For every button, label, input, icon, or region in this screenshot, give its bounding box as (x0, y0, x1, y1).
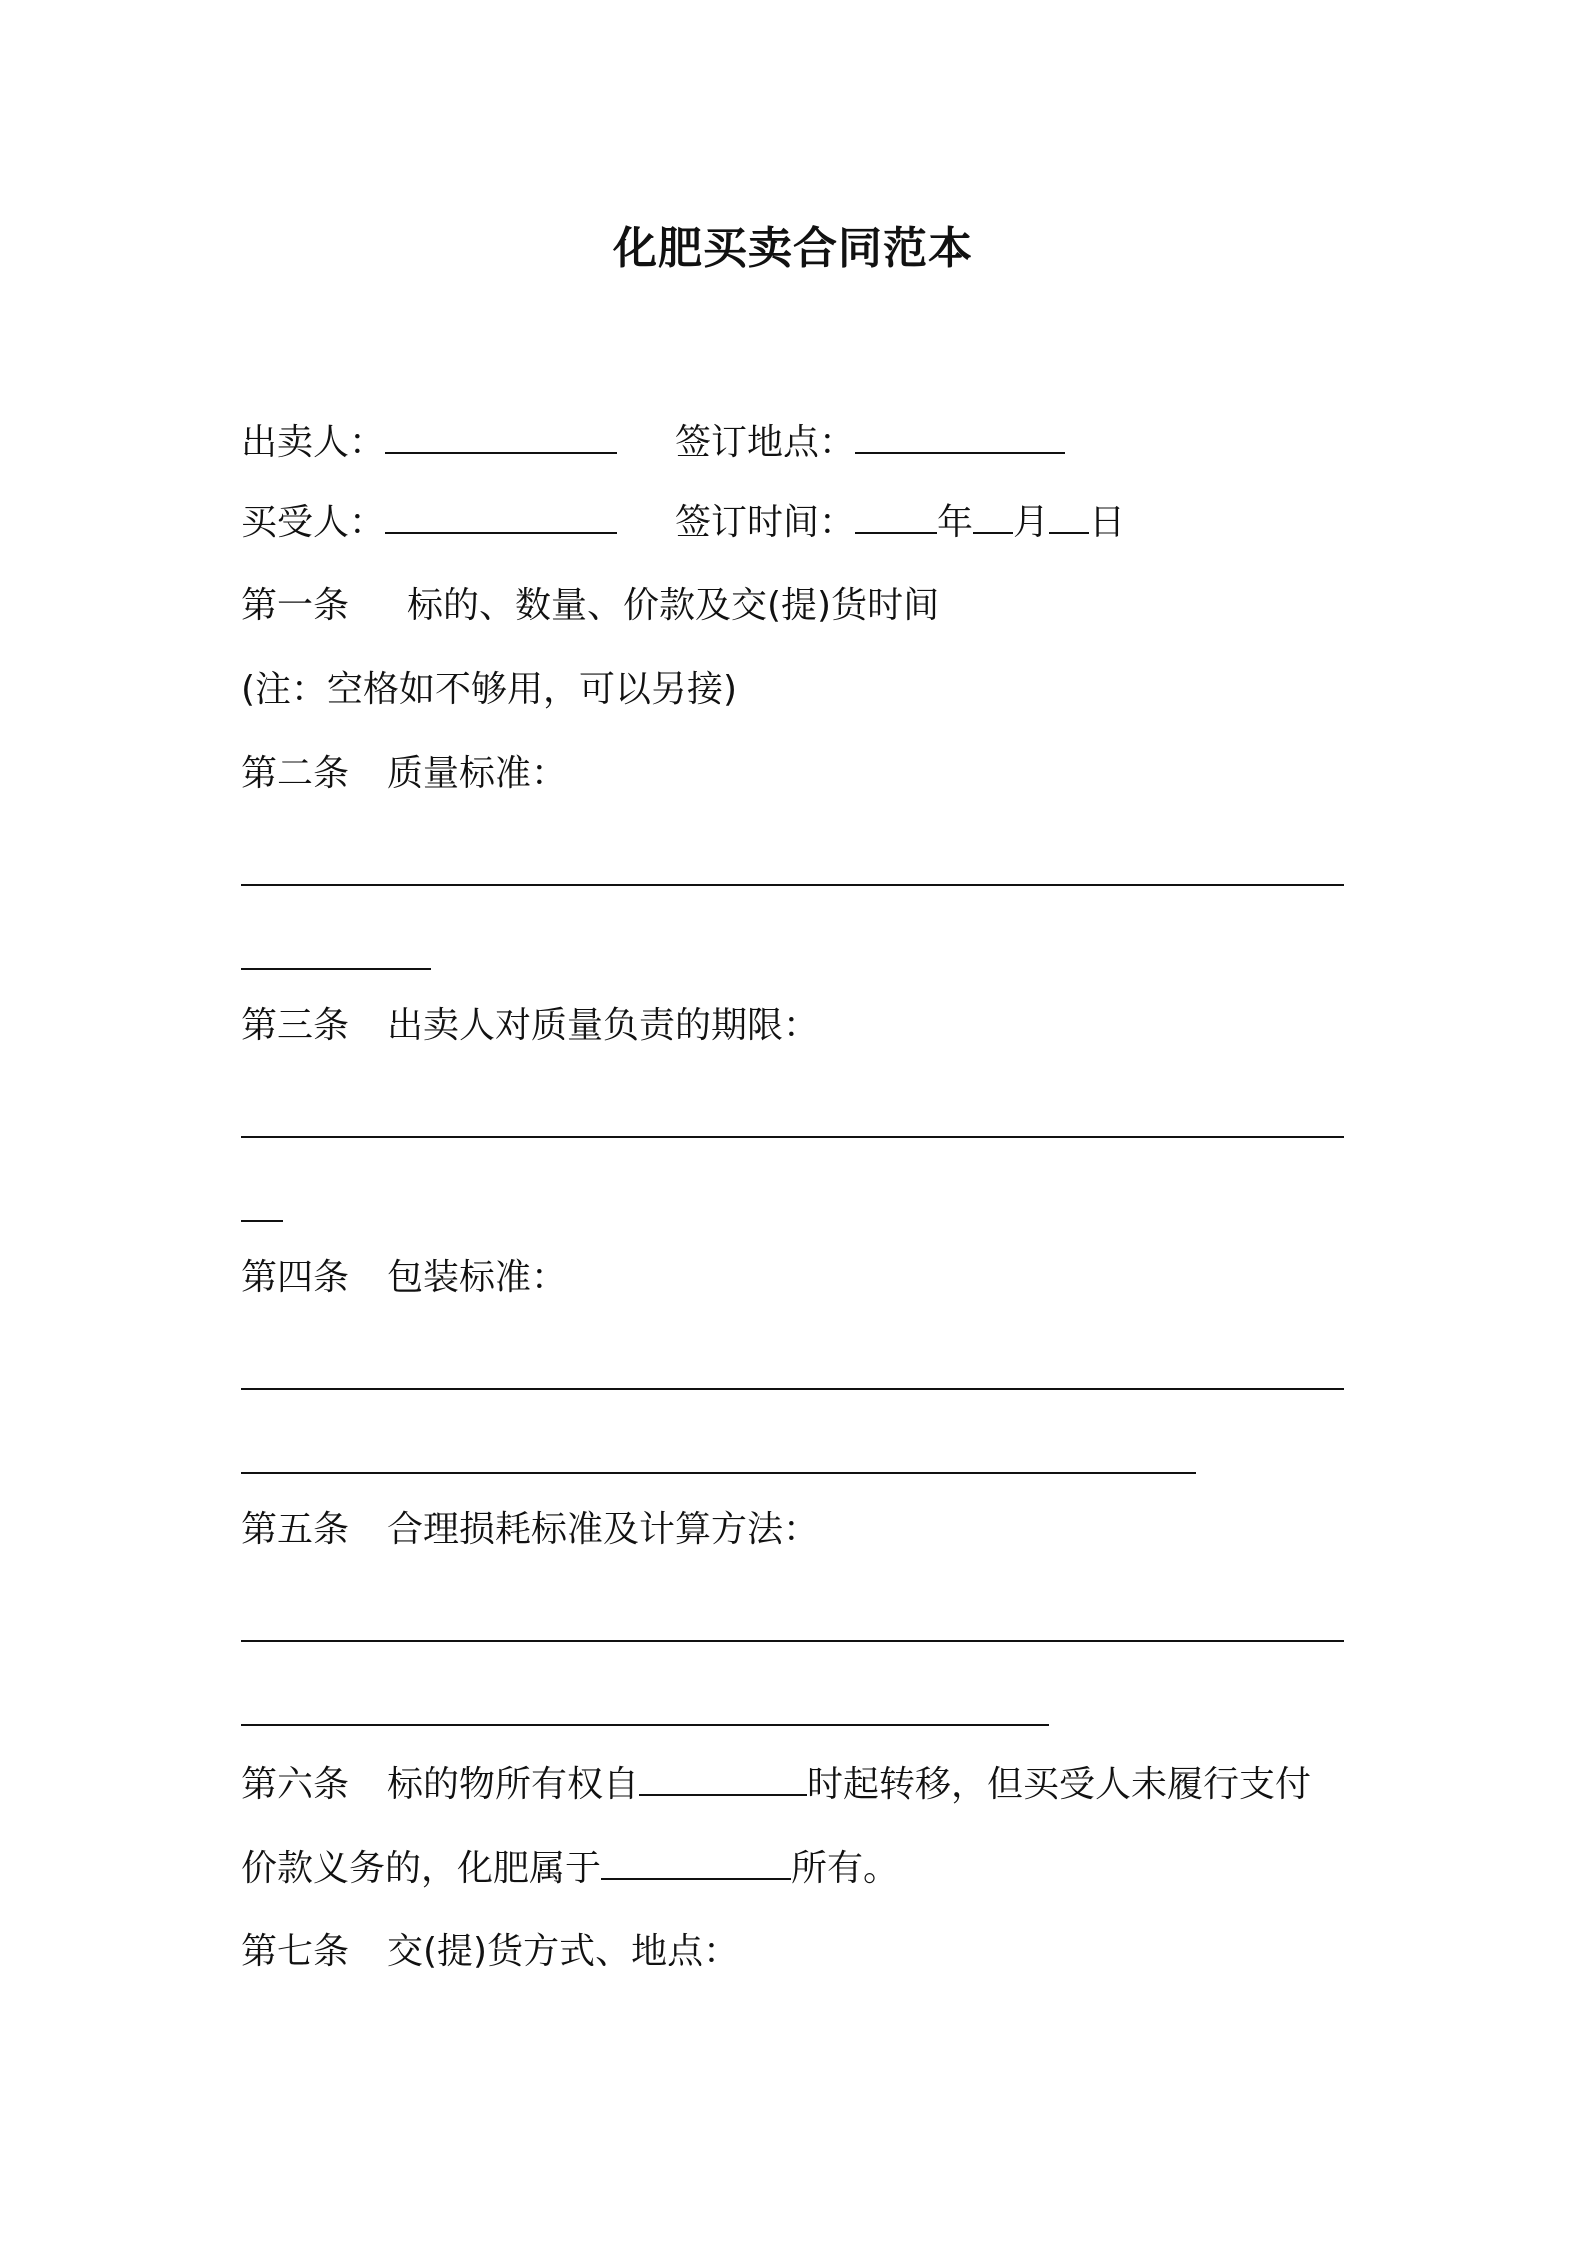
month-label: 月 (1013, 502, 1050, 543)
article-5 (241, 1506, 819, 1554)
article-3 (241, 1002, 819, 1050)
year-blank[interactable] (855, 498, 937, 534)
article-2-fill-line-2[interactable] (241, 968, 431, 970)
article-6-line-2 (241, 1844, 899, 1893)
article-5-fill-line-2[interactable] (241, 1724, 1049, 1726)
article-6-text-1: 标的物所有权自 (387, 1764, 640, 1805)
article-7-text: 交(提)货方式、地点： (387, 1931, 740, 1972)
article-2 (241, 750, 567, 798)
buyer-blank[interactable] (385, 498, 617, 534)
sign-place-label: 签订地点： (675, 422, 856, 463)
seller-label: 出卖人： (241, 422, 386, 463)
article-6-number: 第六条 (241, 1764, 350, 1805)
article-2-number: 第二条 (241, 753, 350, 794)
article-5-text: 合理损耗标准及计算方法： (387, 1509, 820, 1550)
month-blank[interactable] (973, 498, 1013, 534)
article-7-number: 第七条 (241, 1931, 350, 1972)
article-4-text: 包装标准： (387, 1257, 568, 1298)
buyer-row (241, 498, 1125, 547)
article-2-text: 质量标准： (387, 753, 568, 794)
article-4-fill-line-2[interactable] (241, 1472, 1196, 1474)
article-5-fill-line-1[interactable] (241, 1640, 1344, 1642)
ownership-transfer-blank[interactable] (639, 1760, 807, 1796)
sign-time-label: 签订时间： (675, 502, 856, 543)
sign-place-blank[interactable] (855, 418, 1065, 454)
seller-row (241, 418, 1065, 467)
day-label: 日 (1089, 502, 1126, 543)
article-7 (241, 1928, 739, 1976)
note-line: (注：空格如不够用，可以另接) (241, 669, 738, 710)
article-6-text-3: 价款义务的，化肥属于 (241, 1848, 602, 1889)
article-6-text-4: 所有。 (791, 1848, 900, 1889)
article-6-text-2: 时起转移，但买受人未履行支付 (807, 1764, 1312, 1805)
year-label: 年 (937, 502, 974, 543)
article-2-fill-line-1[interactable] (241, 884, 1344, 886)
article-3-number: 第三条 (241, 1005, 350, 1046)
document-title: 化肥买卖合同范本 (613, 223, 973, 274)
article-4 (241, 1254, 567, 1302)
article-1-text: 标的、数量、价款及交(提)货时间 (407, 585, 940, 626)
article-3-fill-line-2[interactable] (241, 1220, 283, 1222)
article-4-number: 第四条 (241, 1257, 350, 1298)
day-blank[interactable] (1049, 498, 1089, 534)
article-5-number: 第五条 (241, 1509, 350, 1550)
article-4-fill-line-1[interactable] (241, 1388, 1344, 1390)
article-3-fill-line-1[interactable] (241, 1136, 1344, 1138)
buyer-label: 买受人： (241, 502, 386, 543)
ownership-holder-blank[interactable] (601, 1844, 791, 1880)
article-1 (241, 582, 939, 630)
article-3-text: 出卖人对质量负责的期限： (387, 1005, 820, 1046)
article-6-line-1 (241, 1760, 1311, 1809)
article-1-number: 第一条 (241, 585, 350, 626)
seller-blank[interactable] (385, 418, 617, 454)
